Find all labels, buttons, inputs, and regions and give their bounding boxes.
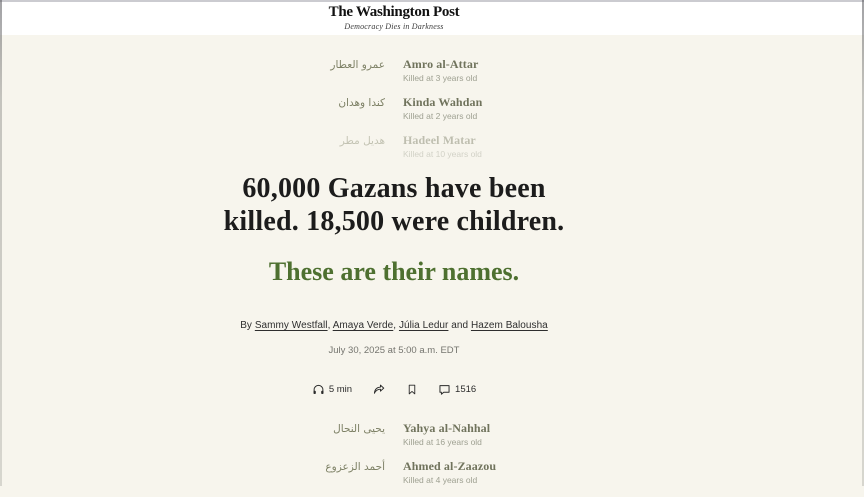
victim-name-row (0, 95, 788, 121)
headphones-icon (312, 383, 325, 396)
comments-count: 1516 (455, 383, 477, 395)
window-top-hairline (0, 0, 864, 2)
victim-name-english: Ahmed al-Zaazou (403, 459, 497, 473)
victim-name-row (0, 133, 788, 159)
publish-date: July 30, 2025 at 5:00 a.m. EDT (328, 345, 460, 356)
author-link[interactable]: Hazem Balousha (470, 320, 548, 331)
masthead-tagline: Democracy Dies in Darkness (344, 22, 444, 31)
victim-names-list-top (0, 57, 788, 171)
share-icon (372, 383, 386, 396)
article-toolbar (0, 379, 788, 399)
headline-line1: 60,000 Gazans have been (242, 173, 546, 204)
wapo-logo[interactable]: The Washington Post (328, 4, 460, 20)
victim-name-arabic: أحمد الزعزوع (325, 461, 385, 473)
headline-line2: killed. 18,500 were children. (223, 206, 565, 237)
byline: By Sammy Westfall, Amaya Verde, Júlia Ledur and Hazem Balousha (240, 320, 548, 331)
article-headline (0, 172, 788, 238)
share-button[interactable] (370, 381, 388, 398)
victim-name-row (0, 459, 788, 485)
author-link[interactable]: Sammy Westfall (254, 320, 328, 331)
bookmark-button[interactable] (404, 381, 420, 398)
victim-name-english: Kinda Wahdan (403, 95, 483, 109)
letterbox-left (0, 0, 2, 486)
victim-name-english: Amro al-Attar (403, 57, 479, 71)
victim-age-caption: Killed at 10 years old (403, 149, 482, 159)
bookmark-icon (406, 383, 418, 396)
victim-age-caption: Killed at 3 years old (403, 73, 478, 83)
victim-age-caption: Killed at 2 years old (403, 111, 478, 121)
victim-name-english: Hadeel Matar (403, 133, 476, 147)
byline-prefix: By (240, 320, 255, 331)
victim-name-arabic: يحيى النحال (333, 423, 385, 435)
victim-age-caption: Killed at 16 years old (403, 437, 482, 447)
listen-button[interactable] (310, 381, 354, 398)
victim-name-arabic: هديل مطر (339, 135, 385, 147)
comments-button[interactable] (436, 381, 478, 398)
victim-age-caption: Killed at 4 years old (403, 475, 478, 485)
author-link[interactable]: Amaya Verde (332, 320, 394, 331)
listen-duration: 5 min (328, 383, 353, 395)
author-link[interactable]: Júlia Ledur (398, 320, 449, 331)
victim-name-arabic: عمرو العطار (330, 59, 385, 71)
victim-name-row (0, 421, 788, 447)
victim-name-row (0, 57, 788, 83)
article-subheadline: These are their names. (268, 257, 520, 286)
victim-name-english: Yahya al-Nahhal (403, 421, 491, 435)
comment-icon (438, 383, 451, 396)
victim-name-arabic: كندا وهدان (338, 97, 385, 109)
